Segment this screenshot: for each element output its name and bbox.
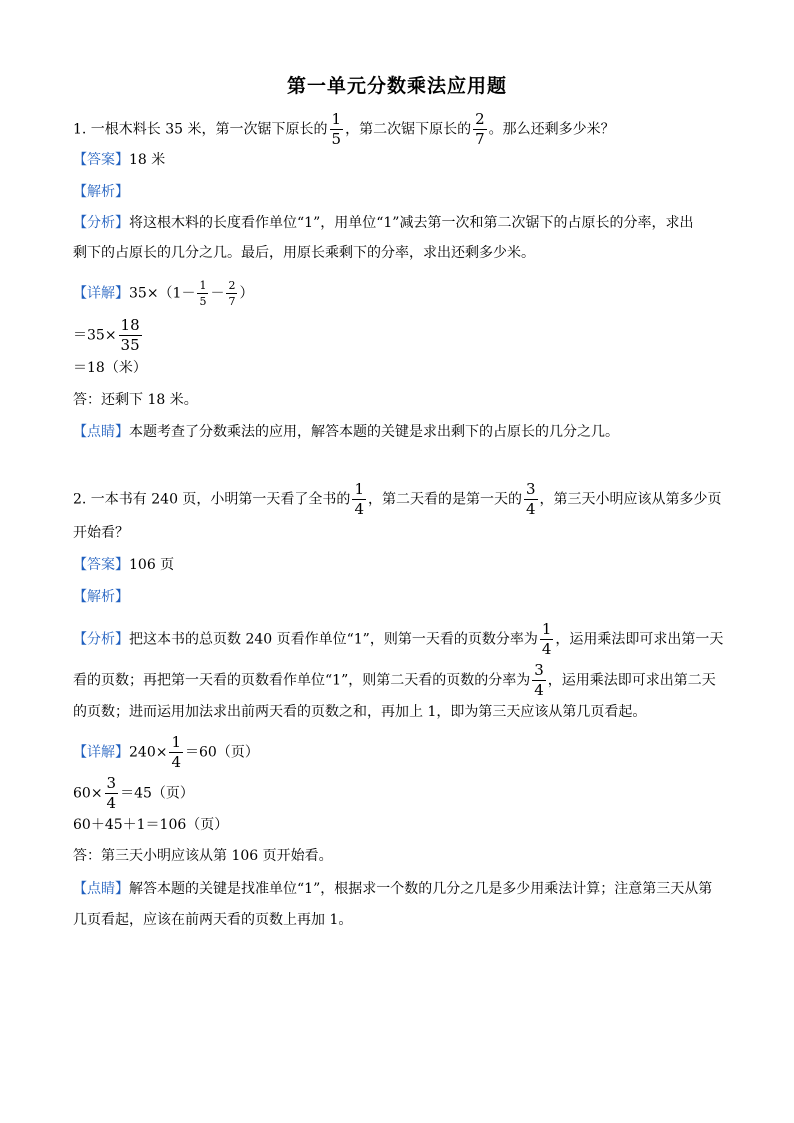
q2-d1-den: 4 [171, 753, 181, 771]
q2-analysis-tag: 【解析】 [73, 589, 129, 605]
q1-question-text-a: 1. 一根木料长 35 米，第一次锯下原长的 [73, 121, 328, 138]
q2-question-text-a: 2. 一本书有 240 页，小明第一天看了全书的 [73, 491, 351, 508]
q2-d2-den: 4 [106, 794, 117, 812]
q1-answer-tag: 【答案】 [73, 152, 129, 168]
q2-dianjing-tag: 【点睛】 [73, 881, 129, 897]
q2-step-2 [73, 776, 194, 811]
q1-dfrac1-den: 5 [199, 295, 207, 308]
q2-detail-frac-1 [169, 735, 183, 770]
q1-fraction-1 [330, 112, 344, 147]
q1-answer-value: 18 米 [129, 152, 166, 168]
q1-step3-text: ＝18（米） [73, 360, 147, 376]
q1-question [73, 112, 615, 147]
q1-conclusion [73, 390, 198, 410]
q2-d1-num: 1 [171, 733, 181, 751]
q1-step-2 [73, 318, 144, 353]
q1-detail-frac-2 [226, 280, 237, 307]
q2-fenxi-frac-1 [540, 622, 554, 657]
q1-fraction-2 [473, 112, 487, 147]
q1-analysis-heading [73, 182, 129, 202]
q1-dfrac2-den: 7 [228, 295, 236, 308]
q1-analysis-tag: 【解析】 [73, 184, 129, 200]
q2-step2-frac [105, 776, 119, 811]
q1-dianjing [73, 422, 619, 442]
q2-dianjing-text-2: 几页看起，应该在前两天看的页数上再加 1。 [73, 912, 353, 928]
q2-answer-value: 106 页 [129, 557, 175, 573]
q2-fenxi-text-2b: ，运用乘法即可求出第二天 [547, 672, 716, 689]
q1-step2-num: 18 [120, 316, 140, 334]
q1-dianjing-tag: 【点睛】 [73, 424, 129, 440]
q2-dianjing-text-1: 解答本题的关键是找准单位“1”，根据求一个数的几分之几是多少用乘法计算；注意第三天从第 [129, 881, 713, 897]
q1-fenxi-text-2: 剩下的占原长的几分之几。最后，用原长乘剩下的分率，求出还剩多少米。 [73, 245, 535, 261]
q1-detail-text-b: ） [239, 285, 254, 302]
q1-detail-frac-1 [197, 280, 208, 307]
q1-question-text-c: 。那么还剩多少米？ [488, 121, 615, 138]
q2-analysis-heading [73, 587, 129, 607]
q2-f2-den: 4 [534, 681, 544, 699]
q2-dianjing-line-1 [73, 879, 712, 899]
q2-question-line-2 [73, 523, 129, 543]
q2-detail-line-1 [73, 735, 259, 770]
q1-dfrac1-num: 1 [199, 279, 207, 292]
q2-conclusion [73, 846, 333, 866]
q2-detail-text-a: 240× [129, 744, 168, 761]
q1-step-3 [73, 358, 147, 378]
q2-d2-num: 3 [106, 774, 117, 792]
q2-f1-num: 1 [541, 620, 552, 638]
q2-fenxi-frac-2 [532, 663, 546, 698]
q2-frac1-den: 4 [354, 500, 364, 518]
q1-frac2-num: 2 [475, 110, 485, 128]
q2-fenxi-text-1a: 把这本书的总页数 240 页看作单位“1”，则第一天看的页数分率为 [129, 631, 538, 648]
q2-fenxi-text-1b: ，运用乘法即可求出第一天 [555, 631, 724, 648]
q2-question-text-b: ，第二天看的是第一天的 [367, 491, 522, 508]
q1-dfrac2-num: 2 [228, 279, 236, 292]
q1-detail-minus: － [210, 285, 225, 302]
q2-detail-tag: 【详解】 [73, 744, 129, 761]
q2-frac2-num: 3 [525, 480, 536, 498]
q2-f2-num: 3 [534, 661, 544, 679]
q1-detail-line-1 [73, 280, 253, 307]
q2-detail-text-b: ＝60（页） [185, 744, 259, 761]
q2-question-text-d: 开始看？ [73, 525, 129, 541]
q1-step2-den: 35 [120, 336, 140, 354]
q1-frac1-den: 5 [331, 130, 342, 148]
q2-answer-tag: 【答案】 [73, 557, 129, 573]
q2-step2-text-a: 60× [73, 785, 103, 802]
q1-fenxi-tag: 【分析】 [73, 215, 129, 231]
q2-question-line-1 [73, 482, 722, 517]
q2-fenxi-line-3 [73, 702, 646, 722]
q2-answer [73, 555, 174, 575]
q1-frac1-num: 1 [331, 110, 342, 128]
q1-fenxi-text-1: 将这根木料的长度看作单位“1”，用单位“1”减去第一次和第二次锯下的占原长的分率，求出 [129, 215, 694, 231]
q2-fenxi-tag: 【分析】 [73, 631, 129, 648]
q2-dianjing-line-2 [73, 910, 352, 930]
q2-question-text-c: ，第三天小明应该从第多少页 [539, 491, 722, 508]
q1-step2-frac [119, 318, 142, 353]
q2-f1-den: 4 [541, 640, 552, 658]
q1-question-text-b: ，第二次锯下原长的 [345, 121, 472, 138]
q2-fenxi-line-1 [73, 622, 723, 657]
q2-fraction-2 [524, 482, 538, 517]
q2-fenxi-text-3: 的页数；进而运用加法求出前两天看的页数之和，再加上 1，即为第三天应该从第几页看起。 [73, 704, 647, 720]
q2-fraction-1 [352, 482, 366, 517]
q1-fenxi-line-1 [73, 213, 693, 233]
q2-step-3 [73, 815, 228, 835]
q2-conclusion-text: 答：第三天小明应该从第 106 页开始看。 [73, 848, 333, 864]
q1-fenxi-line-2 [73, 243, 535, 263]
q1-dianjing-text: 本题考查了分数乘法的应用，解答本题的关键是求出剩下的占原长的几分之几。 [129, 424, 619, 440]
q2-fenxi-text-2a: 看的页数；再把第一天看的页数看作单位“1”，则第二天看的页数的分率为 [73, 672, 531, 689]
q2-frac1-num: 1 [354, 480, 364, 498]
page-title: 第一单元分数乘法应用题 [286, 75, 507, 97]
q2-frac2-den: 4 [525, 500, 536, 518]
q2-step3-text: 60＋45＋1＝106（页） [73, 817, 229, 833]
q1-detail-text-a: 35×（1－ [129, 285, 196, 302]
q2-fenxi-line-2 [73, 663, 716, 698]
q1-step2-text: ＝35× [73, 327, 117, 344]
q1-answer [73, 150, 165, 170]
q1-detail-tag: 【详解】 [73, 285, 129, 302]
q1-frac2-den: 7 [475, 130, 485, 148]
q1-conclusion-text: 答：还剩下 18 米。 [73, 392, 198, 408]
q2-step2-text-b: ＝45（页） [120, 785, 194, 802]
